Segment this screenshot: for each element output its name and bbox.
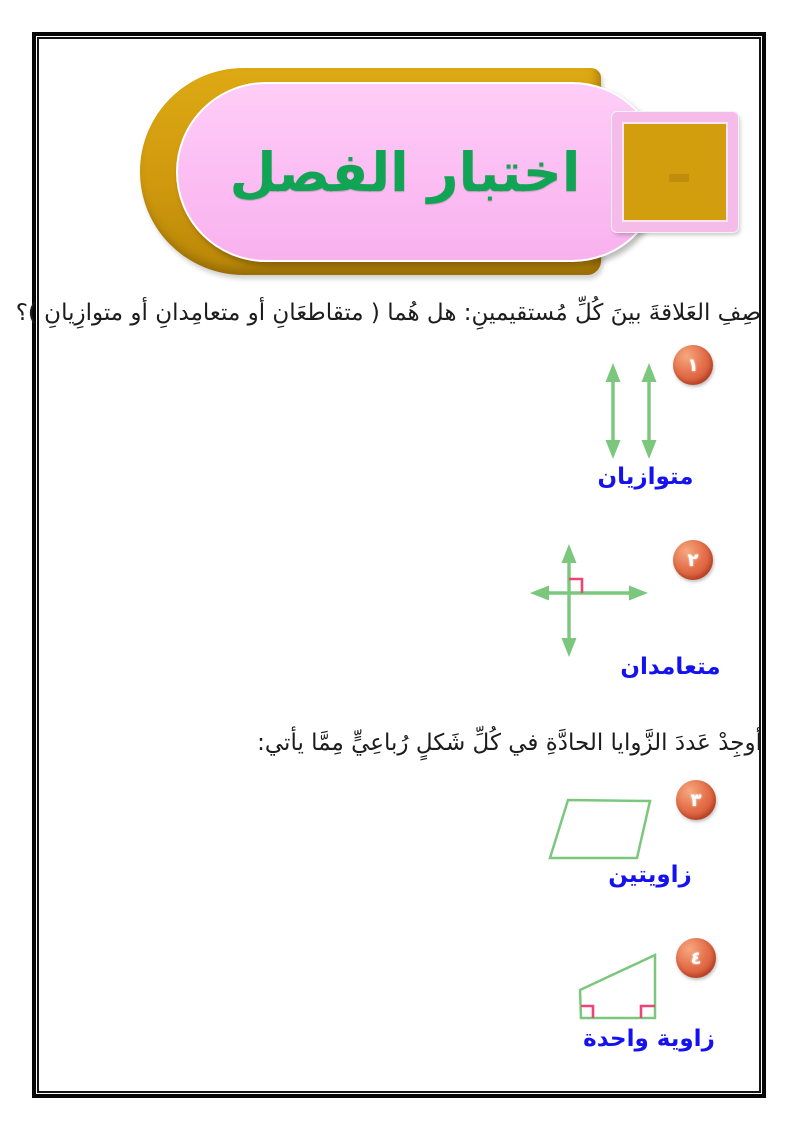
- item-3-number: ٣: [690, 789, 702, 811]
- item-2-answer-label: متعامدان: [620, 654, 721, 680]
- page-title: اختبار الفصل: [229, 140, 581, 204]
- item-2-number: ٢: [687, 549, 699, 571]
- item-1-answer-label: متوازيان: [597, 464, 694, 490]
- right-angle-marker: [569, 579, 582, 593]
- item-2-number-badge: [673, 540, 713, 580]
- item-4-number-badge: [676, 938, 716, 978]
- parallel-lines-figure: [595, 352, 675, 464]
- right-angle-marker-left: [581, 1006, 593, 1018]
- item-4-answer-label: زاوية واحدة: [583, 1026, 715, 1052]
- banner-corner-square: [612, 112, 738, 232]
- square-dash-mark: [669, 174, 689, 182]
- parallel-line-left: [606, 363, 621, 459]
- question-2-text: أوجِدْ عَددَ الزَّوايا الحادَّةِ في كُلِّ شَكلٍ رُباعِيٍّ مِمَّا يأتي:: [257, 730, 762, 756]
- parallelogram-figure: [540, 790, 665, 870]
- banner-pink-capsule: [176, 82, 662, 262]
- vertical-line: [562, 544, 577, 657]
- item-1-number: ١: [687, 354, 699, 376]
- parallel-line-right: [642, 363, 657, 459]
- item-1-number-badge: [673, 345, 713, 385]
- question-1-text: صِفِ العَلاقةَ بينَ كُلِّ مُستقيمينِ: هل هُما ( متقاطعَانِ أو متعامِدانِ أو متوازِيانِ )؟: [15, 300, 761, 326]
- trapezoid-figure: [570, 945, 670, 1030]
- perpendicular-lines-figure: [525, 538, 665, 663]
- item-3-number-badge: [676, 780, 716, 820]
- banner-corner-square-fill: [622, 122, 728, 222]
- item-4-number: ٤: [690, 947, 702, 969]
- right-angle-marker-right: [641, 1006, 655, 1018]
- trapezoid-outline: [580, 955, 655, 1018]
- item-3-answer-label: زاويتين: [608, 862, 692, 888]
- parallelogram-outline: [550, 800, 650, 858]
- horizontal-line: [530, 586, 648, 601]
